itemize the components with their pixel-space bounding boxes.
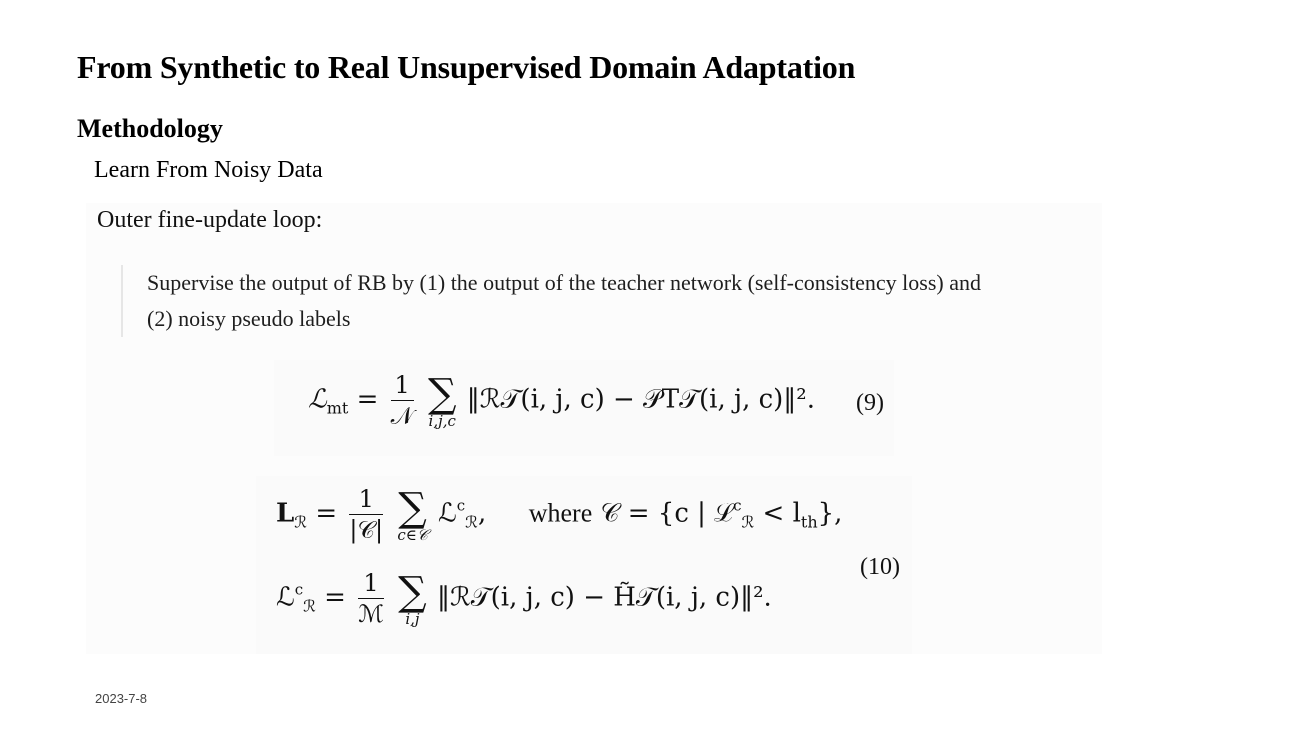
eq9-sum-limits: i,j,c xyxy=(428,411,456,430)
eq10-set-tail: < l xyxy=(754,498,801,529)
equation-10-line-2: ℒ$^c_ℛ$ = $\frac{1}{\text{ℳ}}$ ∑ i,j ‖ℛ𝒯(i, j, c) − H̃𝒯(i, j, c)‖². xyxy=(276,568,772,628)
eq10-l2-sum-limits: i,j xyxy=(405,609,420,628)
eq10-l2-lhs: ℒ xyxy=(276,582,295,613)
equation-10-image xyxy=(256,476,912,654)
blockquote-line-2: (2) noisy pseudo labels xyxy=(147,306,351,331)
content-panel xyxy=(86,203,1102,654)
footer-date: 2023-7-8 xyxy=(95,691,148,706)
eq10-threshold-sub: th xyxy=(800,512,818,532)
blockquote-line-1: Supervise the output of RB by (1) the output of the teacher network (self-consistency loss) and xyxy=(147,270,981,295)
slide-title: From Synthetic to Real Unsupervised Domain Adaptation xyxy=(77,49,856,85)
equation-10-line-1: $L_ℛ$ = $\frac{1}{\text{|𝒞|}}$ ∑ c∈𝒞 ℒ$^c_ℛ$, where 𝒞 = {c | ℒ$^c_ℛ$ < $l_{th}$}, xyxy=(276,484,843,544)
eq10-l1-sum-limits: c∈𝒞 xyxy=(397,525,428,544)
eq10-l1-sum: ∑ c∈𝒞 xyxy=(397,484,428,544)
eq9-sum: ∑ i,j,c xyxy=(427,370,457,430)
eq9-lhs: ℒ xyxy=(308,384,327,415)
eq10-l2-body: ‖ℛ𝒯(i, j, c) − H̃𝒯(i, j, c)‖². xyxy=(437,582,772,613)
eq10-l2-frac-den: ℳ xyxy=(358,600,384,628)
eq10-set: 𝒞 = {c | ℒ xyxy=(600,498,734,529)
eq9-body: ‖ℛ𝒯(i, j, c) − 𝒫T𝒯(i, j, c)‖². xyxy=(466,384,815,415)
eq10-l1-fraction xyxy=(349,484,383,545)
blockquote-text xyxy=(147,265,1087,337)
equation-10-number: (10) xyxy=(860,554,900,580)
blockquote xyxy=(121,265,1083,337)
equation-9-image xyxy=(274,360,894,456)
eq9-frac-num: 1 xyxy=(391,370,414,401)
eq10-l1-lhs-sub: ℛ xyxy=(294,512,308,532)
section-heading: Methodology xyxy=(77,114,223,143)
eq10-l2-sum: ∑ i,j xyxy=(398,568,427,628)
equation-9-number: (9) xyxy=(856,390,884,416)
equation-9: ℒ$_{mt}$ = $\frac{1}{\text{𝒩}}$ ∑ i,j,c ‖ℛ𝒯(i, j, c) − 𝒫T𝒯(i, j, c)‖². xyxy=(308,370,815,430)
eq10-l2-fraction xyxy=(358,568,384,629)
eq9-lhs-sub: mt xyxy=(326,398,349,418)
loop-label: Outer fine-update loop: xyxy=(97,207,323,233)
subsection-heading: Learn From Noisy Data xyxy=(94,157,323,183)
eq9-frac-den: 𝒩 xyxy=(390,402,414,430)
eq10-l1-body: ℒ xyxy=(438,498,457,529)
eq10-set-close: }, xyxy=(817,498,843,529)
eq9-fraction xyxy=(391,370,414,431)
eq10-where: where xyxy=(528,498,593,528)
eq10-l1-lhs: L xyxy=(276,498,295,529)
eq10-l1-frac-num: 1 xyxy=(349,484,383,515)
eq10-l2-frac-num: 1 xyxy=(358,568,384,599)
eq10-l1-frac-den: |𝒞| xyxy=(349,516,384,544)
